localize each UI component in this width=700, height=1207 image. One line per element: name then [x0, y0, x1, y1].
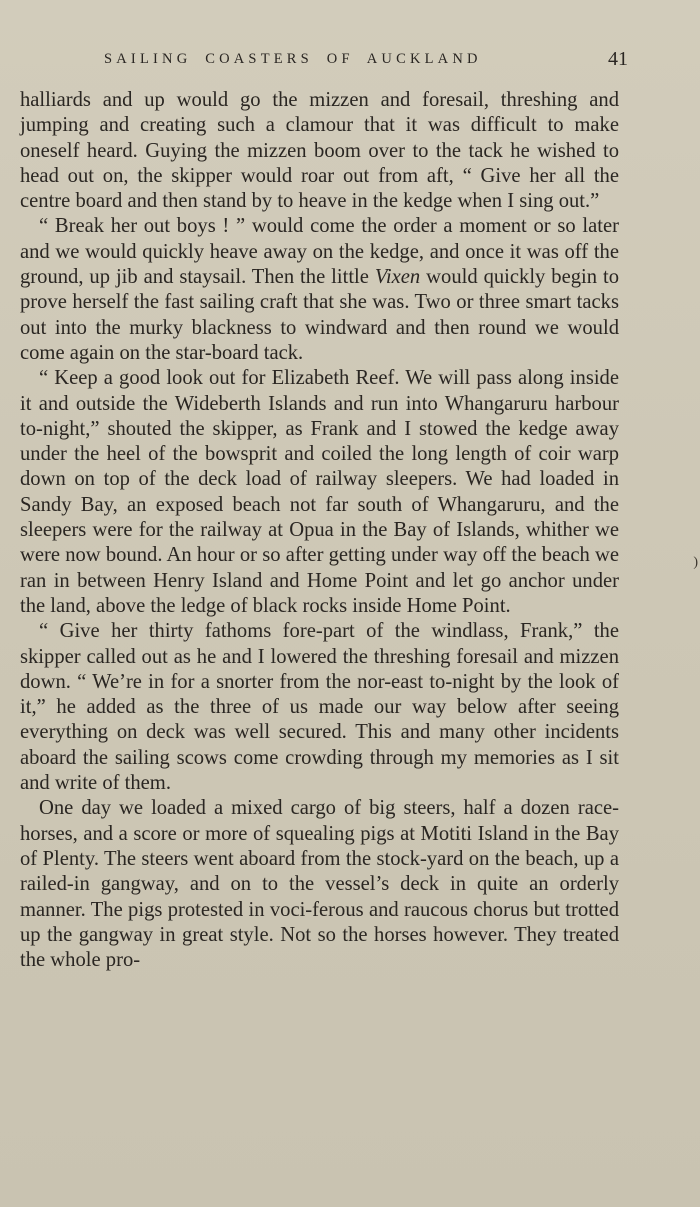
running-head	[100, 48, 630, 72]
paragraph-2-rest: would quickly begin to prove herself the fast sailing craft that she was. Two or three smart tacks out into the murky blackness to windward and then round we would come again on the star-board tack.	[20, 266, 620, 364]
running-title: SAILING COASTERS OF AUCKLAND	[104, 51, 482, 67]
paragraph-3: “ Keep a good look out for Elizabeth Reef. We will pass along inside it and outside the Wideberth Islands and run into Whangaruru harbour to-night,” shouted the skipper, as Frank and I stowed the kedge away under the heel of the bowsprit and coiled the long length of coir warp down on top of the deck load of railway sleepers. We had loaded in Sandy Bay, an exposed beach not far south of Whangaruru, and the sleepers were for the railway at Opua in the Bay of Islands, whither we were now bound. An hour or so after getting under way off the beach we ran in between Henry Island and Home Point and let go anchor under the land, above the ledge of black rocks inside Home Point.	[20, 367, 619, 617]
paragraph-4: “ Give her thirty fathoms fore-part of the windlass, Frank,” the skipper called out as he and I lowered the threshing foresail and mizzen down. “ We’re in for a snorter from the nor-east to-night by the look of it,” he added as the three of us made our way below after seeing everything on deck was well secured. This and many other incidents aboard the sailing scows come crowding through my memories as I sit and write of them.	[20, 620, 619, 795]
page-number: 41	[608, 48, 628, 70]
margin-mark: )	[693, 555, 698, 570]
body-text	[20, 88, 619, 973]
paragraph-2	[20, 214, 619, 366]
paragraph-5: One day we loaded a mixed cargo of big steers, half a dozen race-horses, and a score or more of squealing pigs at Motiti Island in the Bay of Plenty. The steers went aboard from the stock-yard on the beach, up a railed-in gangway, and on to the vessel’s deck in quite an orderly manner. The pigs protested in voci-ferous and raucous chorus but trotted up the gangway in great style. Not so the horses however. They treated the whole pro-	[20, 797, 619, 972]
paragraph-1: halliards and up would go the mizzen and foresail, threshing and jumping and creating such a clamour that it was difficult to make oneself heard. Guying the mizzen boom over to the tack he wished to head out on, the skipper would roar out from aft, “ Give her all the centre board and then stand by to heave in the kedge when I sing out.”	[20, 89, 619, 213]
paragraph-2-lead: “ Break her out boys ! ” would come the order a moment or so later and we would quickly heave away on the kedge, and once it was off the ground, up jib and staysail. Then the little	[20, 215, 619, 289]
vessel-name-vixen: Vixen	[374, 266, 421, 289]
